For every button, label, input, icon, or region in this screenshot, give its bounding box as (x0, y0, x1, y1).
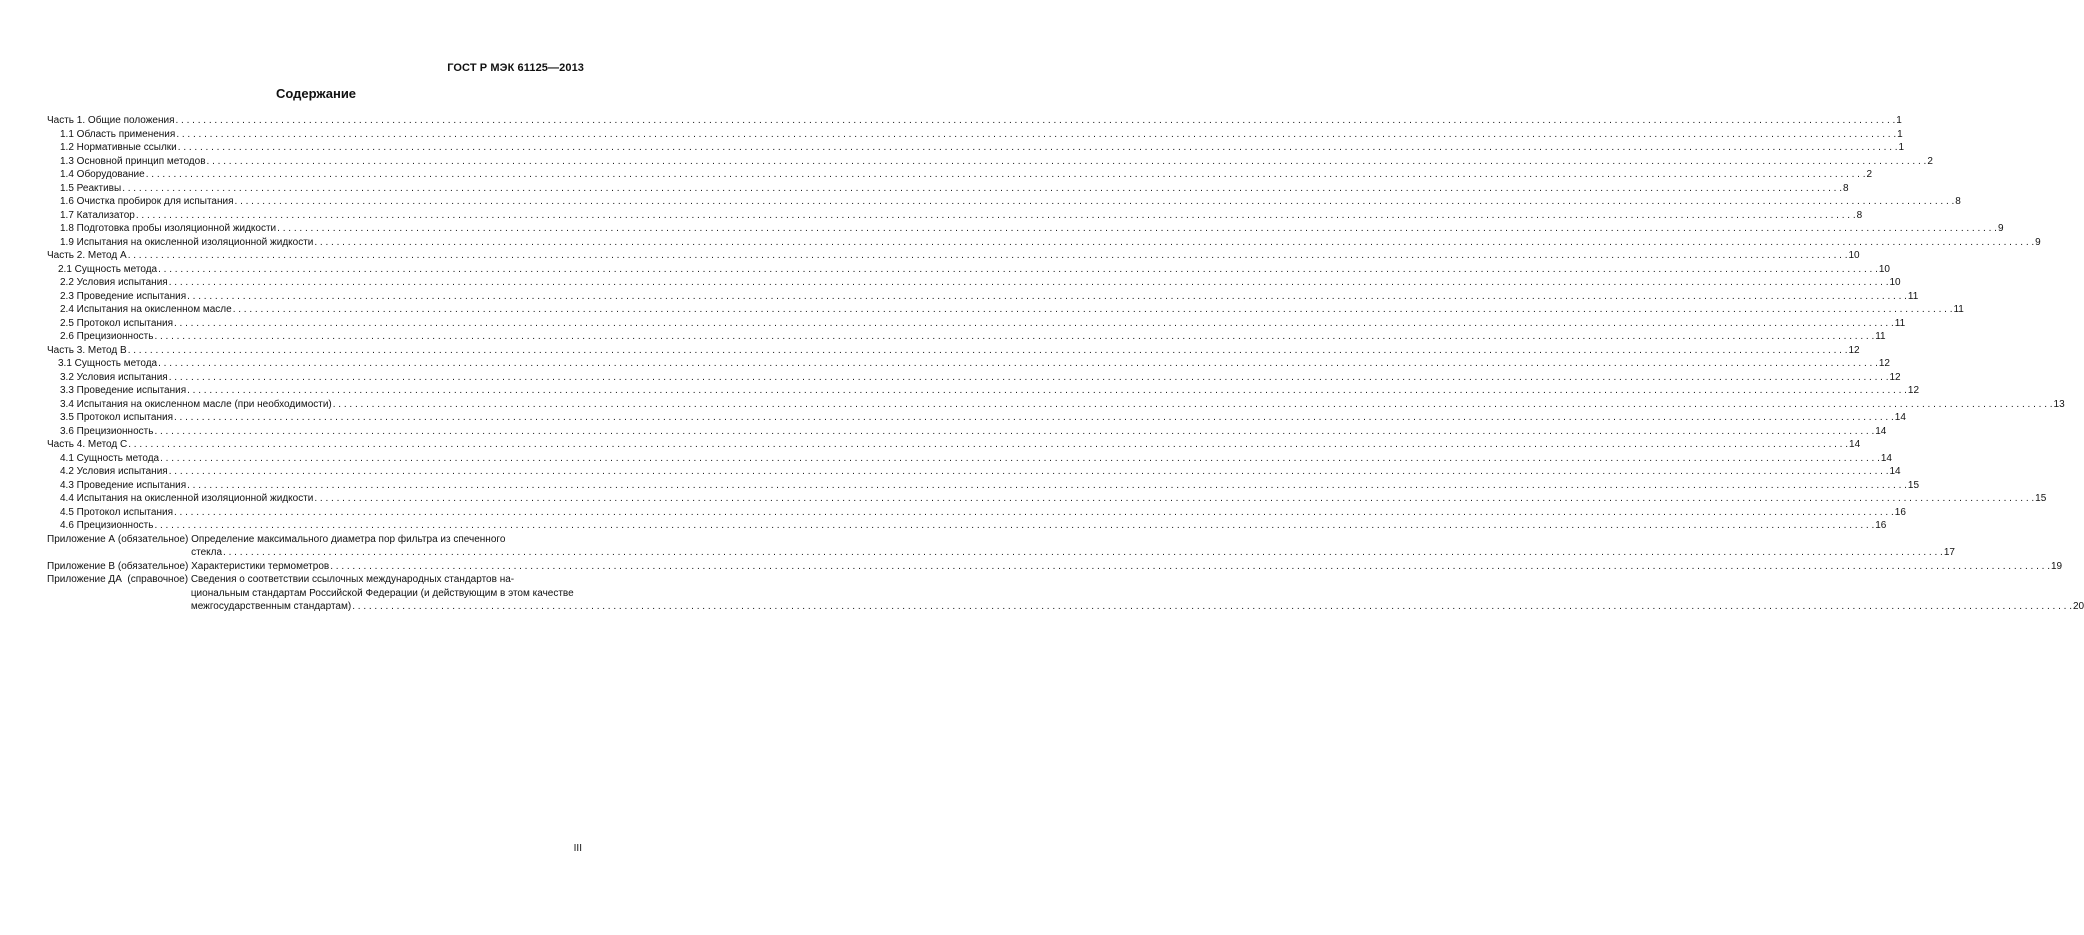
toc-entry-label: 1.7 Катализатор (60, 209, 135, 221)
toc-entry[interactable] (47, 330, 1886, 344)
toc-entry[interactable] (47, 236, 2041, 250)
dot-leader (169, 371, 1889, 385)
toc-entry-page: 2 (1927, 155, 1933, 167)
toc-entry-label: 3.5 Протокол испытания (60, 412, 173, 423)
toc-entry[interactable] (47, 452, 1892, 466)
dot-leader (160, 452, 1880, 466)
appendix-prefix: Приложение А (обязательное) (47, 533, 192, 545)
table-of-contents (47, 114, 2084, 614)
toc-entry-label: 4.5 Протокол испытания (60, 506, 173, 518)
toc-appendix-entry[interactable] (47, 573, 2084, 614)
toc-entry[interactable] (47, 519, 1887, 533)
appendix-title-line: межгосударственным стандартам) (190, 601, 352, 612)
dot-leader (178, 141, 1898, 155)
toc-entry-page: 14 (1875, 425, 1887, 437)
dot-leader (158, 263, 1878, 277)
appendix-title-line: циональным стандартам Российской Федерации (и действующим в этом качестве (190, 587, 574, 599)
dot-leader (146, 168, 1866, 182)
toc-entry-page: 15 (2035, 493, 2047, 504)
dot-leader (174, 506, 1894, 520)
toc-entry-page: 9 (2035, 236, 2041, 248)
toc-entry-page: 12 (1848, 344, 1860, 356)
toc-entry-label: 2.1 Сущность метода (58, 263, 158, 275)
toc-entry-page: 14 (1894, 412, 1906, 423)
toc-appendix-entry[interactable] (47, 560, 2063, 574)
toc-entry-label: 1.8 Подготовка пробы изоляционной жидкости (60, 223, 277, 234)
dot-leader (207, 155, 1927, 169)
toc-entry-label: 1.4 Оборудование (60, 169, 145, 180)
toc-entry-page: 10 (1878, 263, 1890, 275)
toc-entry-label: 3.4 Испытания на окисленном масле (при необходимости) (60, 398, 332, 410)
toc-entry[interactable] (47, 344, 1860, 358)
dot-leader (122, 182, 1842, 196)
dot-leader (314, 492, 2034, 506)
dot-leader (187, 384, 1907, 398)
dot-leader (154, 519, 1874, 533)
toc-entry[interactable] (47, 222, 2004, 236)
dot-leader (128, 344, 1848, 358)
toc-entry-label: 2.6 Прецизионность (60, 331, 154, 342)
toc-entry[interactable] (47, 168, 1873, 182)
dot-leader (223, 546, 1943, 560)
toc-entry-page: 14 (1849, 439, 1861, 450)
dot-leader (352, 600, 2072, 614)
toc-entry[interactable] (47, 506, 1906, 520)
dot-leader (187, 479, 1907, 493)
toc-entry-label: Часть 3. Метод В (47, 344, 127, 356)
dot-leader (187, 290, 1907, 304)
toc-entry-label: 3.6 Прецизионность (60, 425, 154, 437)
toc-entry-label: 1.3 Основной принцип методов (60, 155, 206, 167)
dot-leader (330, 560, 2050, 574)
toc-entry-label: 4.1 Сущность метода (60, 452, 160, 464)
toc-entry[interactable] (47, 128, 1903, 142)
toc-entry-label: 4.2 Условия испытания (60, 466, 168, 477)
dot-leader (277, 222, 1997, 236)
toc-entry-label: Часть 4. Метод С (47, 439, 128, 450)
toc-entry-page: 11 (1875, 331, 1886, 342)
toc-entry-label: 1.6 Очистка пробирок для испытания (60, 196, 234, 207)
appendix-title-line: стекла (191, 547, 223, 558)
toc-entry-label: 4.6 Прецизионность (60, 520, 154, 531)
dot-leader (174, 411, 1894, 425)
dot-leader (136, 209, 1856, 223)
toc-entry[interactable] (47, 182, 1849, 196)
toc-entry-page: 1 (1898, 142, 1905, 153)
document-id: ГОСТ Р МЭК 61125—2013 (447, 62, 584, 74)
dot-leader (176, 114, 1896, 128)
toc-entry-label: 1.2 Нормативные ссылки (60, 142, 177, 153)
dot-leader (169, 465, 1889, 479)
toc-entry[interactable] (47, 398, 2065, 412)
toc-entry-label: 3.1 Сущность метода (58, 358, 158, 369)
toc-entry-page: 16 (1894, 506, 1906, 518)
toc-entry-label: 4.4 Испытания на окисленной изоляционной жидкости (60, 493, 314, 504)
toc-entry-page: 10 (1889, 277, 1901, 288)
toc-entry[interactable] (47, 465, 1901, 479)
toc-entry-page: 15 (1907, 479, 1920, 491)
dot-leader (235, 195, 1955, 209)
toc-entry-label: 2.4 Испытания на окисленном масле (60, 304, 232, 315)
toc-entry[interactable] (47, 276, 1901, 290)
toc-entry[interactable] (47, 209, 1863, 223)
toc-entry-page: 16 (1875, 520, 1887, 531)
toc-entry[interactable] (47, 155, 1933, 169)
toc-entry[interactable] (47, 263, 1890, 277)
toc-entry-label: 2.2 Условия испытания (60, 277, 168, 288)
dot-leader (154, 425, 1874, 439)
page-title: Содержание (275, 86, 357, 101)
toc-entry-label: 1.1 Область применения (60, 128, 176, 140)
toc-entry[interactable] (47, 357, 1890, 371)
toc-entry-page: 12 (1889, 371, 1901, 383)
dot-leader (314, 236, 2034, 250)
appendix-page: 19 (2050, 560, 2063, 572)
toc-entry[interactable] (47, 303, 1964, 317)
toc-entry-page: 9 (1997, 223, 2004, 234)
appendix-title-line: Характеристики термометров (191, 560, 330, 572)
dot-leader (174, 317, 1894, 331)
toc-entry-page: 12 (1878, 358, 1890, 369)
appendix-prefix: Приложение В (обязательное) (47, 560, 192, 572)
toc-entry-label: Часть 1. Общие положения (47, 115, 175, 126)
toc-entry-label: 4.3 Проведение испытания (60, 479, 187, 491)
toc-entry-page: 1 (1896, 115, 1902, 126)
appendix-page: 17 (1943, 547, 1955, 558)
toc-entry-page: 8 (1955, 196, 1961, 207)
toc-entry-label: 2.5 Протокол испытания (60, 317, 173, 329)
toc-entry[interactable] (47, 249, 1860, 263)
toc-entry-page: 11 (1953, 304, 1964, 315)
toc-entry[interactable] (47, 438, 1861, 452)
toc-entry-page: 13 (2053, 398, 2065, 410)
dot-leader (233, 303, 1953, 317)
toc-entry[interactable] (47, 425, 1887, 439)
toc-entry[interactable] (47, 384, 1920, 398)
dot-leader (333, 398, 2053, 412)
dot-leader (128, 249, 1848, 263)
appendix-title-line: Определение максимального диаметра пор фильтра из спеченного (191, 533, 506, 545)
toc-entry[interactable] (47, 195, 1961, 209)
toc-entry-label: 3.3 Проведение испытания (60, 385, 187, 396)
toc-entry-page: 8 (1842, 182, 1849, 194)
toc-entry-label: 1.5 Реактивы (60, 182, 122, 194)
appendix-title-line: Сведения о соответствии ссылочных международных стандартов на- (190, 574, 515, 585)
dot-leader (169, 276, 1889, 290)
toc-entry-label: 2.3 Проведение испытания (60, 290, 187, 302)
toc-entry-page: 12 (1907, 385, 1920, 396)
toc-entry-page: 2 (1866, 169, 1873, 180)
appendix-prefix: Приложение ДА (справочное) (47, 574, 191, 585)
toc-entry-page: 14 (1889, 466, 1901, 477)
toc-entry[interactable] (47, 479, 1920, 493)
dot-leader (128, 438, 1848, 452)
toc-appendix-entry[interactable] (47, 533, 1955, 560)
toc-entry[interactable] (47, 141, 1905, 155)
toc-entry[interactable] (47, 411, 1906, 425)
dot-leader (158, 357, 1878, 371)
toc-entry[interactable] (47, 114, 1902, 128)
page-number: III (573, 843, 582, 854)
toc-entry-label: Часть 2. Метод А (47, 250, 127, 261)
toc-entry-page: 11 (1907, 290, 1919, 302)
dot-leader (176, 128, 1896, 142)
toc-entry[interactable] (47, 317, 1906, 331)
toc-entry[interactable] (47, 290, 1919, 304)
toc-entry-page: 14 (1880, 452, 1892, 464)
toc-entry-label: 3.2 Условия испытания (60, 371, 168, 383)
toc-entry-label: 1.9 Испытания на окисленной изоляционной жидкости (60, 236, 314, 248)
toc-entry-page: 1 (1897, 128, 1903, 140)
toc-entry[interactable] (47, 492, 2047, 506)
toc-entry[interactable] (47, 371, 1901, 385)
toc-entry-page: 11 (1894, 317, 1906, 329)
toc-entry-page: 8 (1856, 209, 1863, 221)
toc-entry-page: 10 (1848, 250, 1860, 261)
dot-leader (154, 330, 1874, 344)
appendix-page: 20 (2072, 601, 2084, 612)
